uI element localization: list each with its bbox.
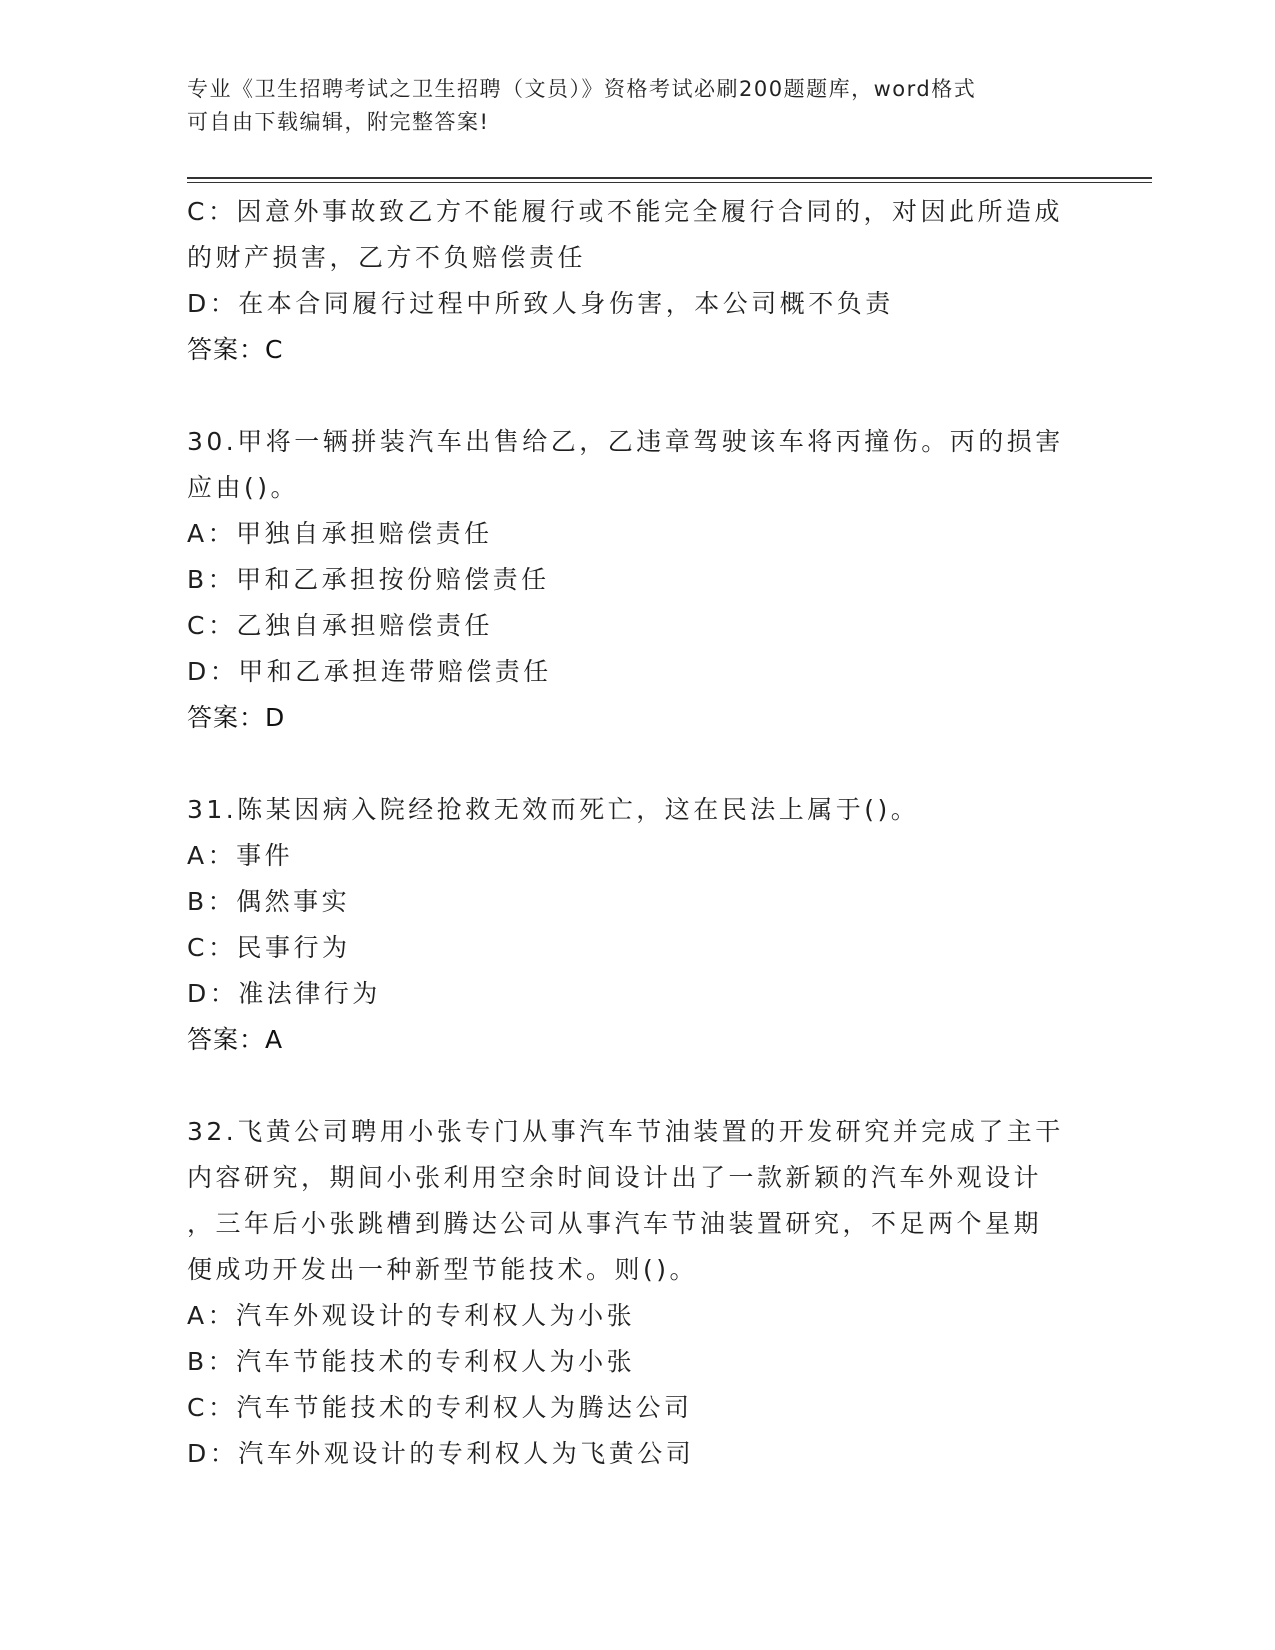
- spacer: [187, 373, 1087, 419]
- question-30: [187, 419, 1087, 741]
- option-b: B：汽车节能技术的专利权人为小张: [187, 1347, 636, 1376]
- option-d: D：汽车外观设计的专利权人为飞黄公司: [187, 1439, 695, 1468]
- option-a: A：甲独自承担赔偿责任: [187, 519, 493, 548]
- spacer: [187, 741, 1087, 787]
- question-stem-line-4: 便成功开发出一种新型节能技术。则()。: [187, 1255, 699, 1284]
- question-list: [187, 189, 1087, 1477]
- option-c-line-2: 的财产损害，乙方不负赔偿责任: [187, 243, 587, 272]
- option-a: A：事件: [187, 841, 294, 870]
- option-d: D：准法律行为: [187, 979, 381, 1008]
- option-b: B：偶然事实: [187, 887, 351, 916]
- question-31: [187, 787, 1087, 1063]
- option-c-line-1: C：因意外事故致乙方不能履行或不能完全履行合同的，对因此所造成: [187, 197, 1063, 226]
- header-divider-thick: [187, 177, 1152, 179]
- question-stem-line-3: ，三年后小张跳槽到腾达公司从事汽车节油装置研究，不足两个星期: [187, 1209, 1043, 1238]
- question-29-continued: [187, 189, 1087, 373]
- spacer: [187, 1063, 1087, 1109]
- question-32: [187, 1109, 1087, 1477]
- question-stem-line-1: 30.甲将一辆拼装汽车出售给乙，乙违章驾驶该车将丙撞伤。丙的损害: [187, 427, 1064, 456]
- question-stem-line-2: 内容研究，期间小张利用空余时间设计出了一款新颖的汽车外观设计: [187, 1163, 1043, 1192]
- answer: 答案：C: [187, 335, 284, 364]
- question-stem-line-2: 应由()。: [187, 473, 300, 502]
- option-c: C：乙独自承担赔偿责任: [187, 611, 493, 640]
- header-title-line-1: 专业《卫生招聘考试之卫生招聘（文员）》资格考试必刷200题题库，word格式: [187, 77, 977, 101]
- header-title-line-2: 可自由下载编辑，附完整答案!: [187, 110, 490, 134]
- header-divider-thin: [187, 182, 1152, 183]
- answer: 答案：D: [187, 703, 286, 732]
- option-c: C：民事行为: [187, 933, 351, 962]
- option-d: D：在本合同履行过程中所致人身伤害，本公司概不负责: [187, 289, 894, 318]
- document-header: [187, 73, 1067, 139]
- option-b: B：甲和乙承担按份赔偿责任: [187, 565, 550, 594]
- option-d: D：甲和乙承担连带赔偿责任: [187, 657, 552, 686]
- answer: 答案：A: [187, 1025, 284, 1054]
- option-c: C：汽车节能技术的专利权人为腾达公司: [187, 1393, 693, 1422]
- option-a: A：汽车外观设计的专利权人为小张: [187, 1301, 636, 1330]
- question-stem-line-1: 31.陈某因病入院经抢救无效而死亡，这在民法上属于()。: [187, 795, 920, 824]
- question-stem-line-1: 32.飞黄公司聘用小张专门从事汽车节油装置的开发研究并完成了主干: [187, 1117, 1064, 1146]
